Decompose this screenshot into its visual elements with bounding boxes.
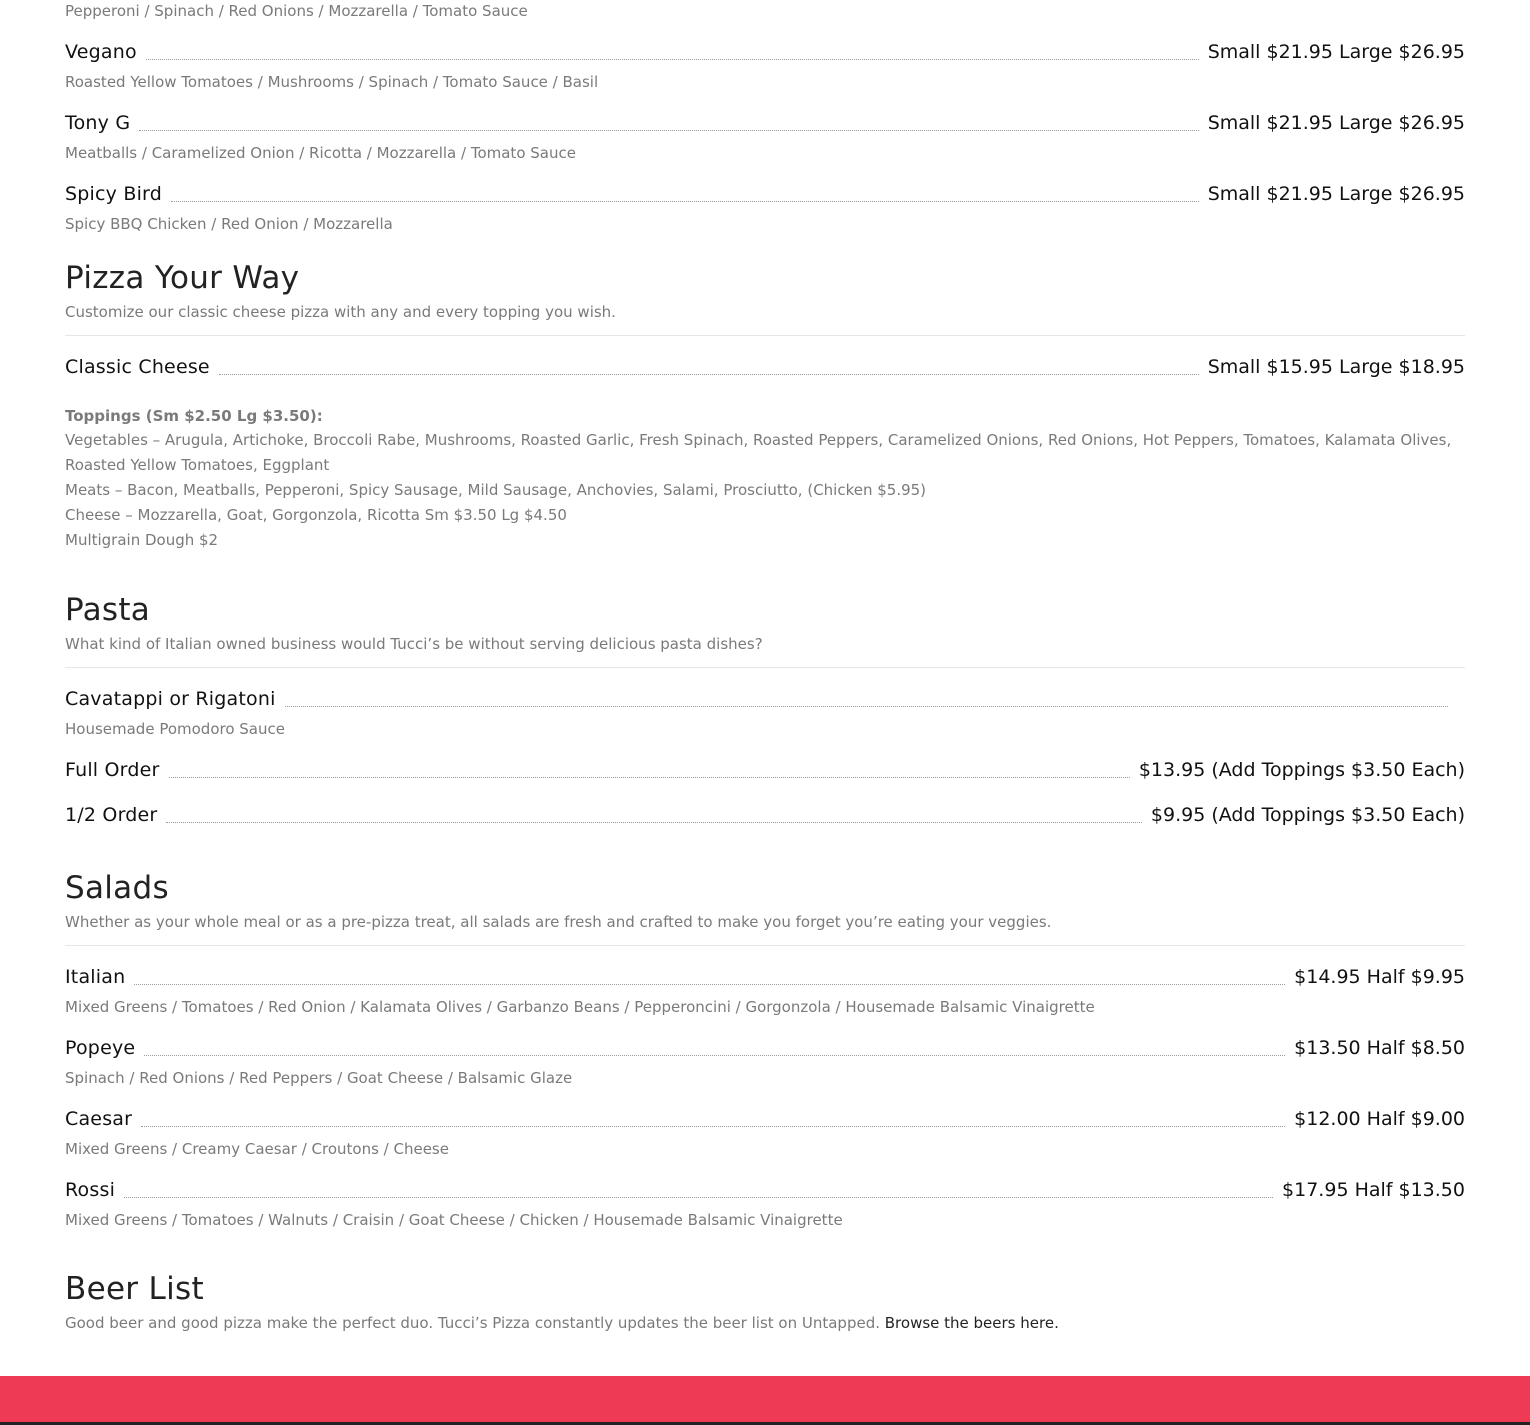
menu-item-full-order — [65, 756, 1465, 784]
item-price: $17.95 Half $13.50 — [1282, 1179, 1465, 1201]
toppings-cheese: Cheese – Mozzarella, Goat, Gorgonzola, Ricotta Sm $3.50 Lg $4.50 — [65, 506, 567, 524]
item-name: Tony G — [65, 112, 131, 134]
menu-item-classic-cheese — [65, 353, 1465, 381]
item-description: Spicy BBQ Chicken / Red Onion / Mozzarella — [65, 215, 393, 233]
menu-item-caesar — [65, 1105, 1465, 1133]
section-subtitle: What kind of Italian owned business would Tucci’s be without serving delicious pasta dishes? — [65, 635, 763, 653]
item-description: Mixed Greens / Tomatoes / Red Onion / Kalamata Olives / Garbanzo Beans / Pepperoncini / Gorgonzola / Housemade Balsamic Vinaigrette — [65, 998, 1095, 1016]
section-title-beer-list: Beer List — [65, 1271, 204, 1307]
toppings-heading: Toppings (Sm $2.50 Lg $3.50): — [65, 407, 323, 425]
section-subtitle: Customize our classic cheese pizza with any and every topping you wish. — [65, 303, 616, 321]
toppings-dough: Multigrain Dough $2 — [65, 531, 219, 549]
item-name: Cavatappi or Rigatoni — [65, 688, 276, 710]
menu-item-italian — [65, 963, 1465, 991]
section-divider — [65, 335, 1465, 336]
item-description: Mixed Greens / Creamy Caesar / Croutons / Cheese — [65, 1140, 449, 1158]
section-divider — [65, 667, 1465, 668]
item-price: Small $21.95 Large $26.95 — [1207, 112, 1465, 134]
item-description: Meatballs / Caramelized Onion / Ricotta / Mozzarella / Tomato Sauce — [65, 144, 576, 162]
item-description: Mixed Greens / Tomatoes / Walnuts / Craisin / Goat Cheese / Chicken / Housemade Balsamic Vinaigrette — [65, 1211, 843, 1229]
item-description: Housemade Pomodoro Sauce — [65, 720, 285, 738]
section-title-pizza-your-way: Pizza Your Way — [65, 260, 300, 296]
item-description: Spinach / Red Onions / Red Peppers / Goat Cheese / Balsamic Glaze — [65, 1069, 573, 1087]
dot-leader — [166, 821, 1141, 823]
section-divider — [65, 945, 1465, 946]
item-price: $14.95 Half $9.95 — [1294, 966, 1465, 988]
item-description: Roasted Yellow Tomatoes / Mushrooms / Spinach / Tomato Sauce / Basil — [65, 73, 599, 91]
dot-leader — [134, 983, 1285, 985]
item-name: Popeye — [65, 1037, 136, 1059]
menu-item-spicy-bird — [65, 180, 1465, 208]
menu-item-tony-g — [65, 109, 1465, 137]
item-price: $13.50 Half $8.50 — [1294, 1037, 1465, 1059]
section-title-salads: Salads — [65, 870, 169, 906]
dot-leader — [144, 1054, 1285, 1056]
dot-leader — [146, 58, 1199, 60]
dot-leader — [139, 129, 1198, 131]
dot-leader — [169, 776, 1130, 778]
item-name: Caesar — [65, 1108, 133, 1130]
item-name: Full Order — [65, 759, 160, 781]
beer-text: Good beer and good pizza make the perfect duo. Tucci’s Pizza constantly updates the beer list on Untapped. — [65, 1314, 885, 1332]
item-price: Small $21.95 Large $26.95 — [1207, 183, 1465, 205]
menu-item-half-order — [65, 801, 1465, 829]
browse-beers-link[interactable]: Browse the beers here. — [884, 1314, 1059, 1332]
menu-item-vegano — [65, 38, 1465, 66]
item-name: 1/2 Order — [65, 804, 158, 826]
item-price: Small $21.95 Large $26.95 — [1207, 41, 1465, 63]
section-subtitle: Whether as your whole meal or as a pre-pizza treat, all salads are fresh and crafted to make you forget you’re eating your veggies. — [65, 913, 1052, 931]
beer-description — [65, 1313, 1059, 1333]
item-price: $9.95 (Add Toppings $3.50 Each) — [1150, 804, 1465, 826]
item-price: Small $15.95 Large $18.95 — [1207, 356, 1465, 378]
item-description: Pepperoni / Spinach / Red Onions / Mozzarella / Tomato Sauce — [65, 2, 528, 20]
menu-item-rossi — [65, 1176, 1465, 1204]
item-name: Classic Cheese — [65, 356, 210, 378]
dot-leader — [171, 200, 1199, 202]
toppings-meats: Meats – Bacon, Meatballs, Pepperoni, Spicy Sausage, Mild Sausage, Anchovies, Salami, Prosciutto, (Chicken $5.95) — [65, 481, 927, 499]
item-price: $12.00 Half $9.00 — [1294, 1108, 1465, 1130]
dot-leader — [141, 1125, 1285, 1127]
item-name: Spicy Bird — [65, 183, 162, 205]
dot-leader — [124, 1196, 1273, 1198]
toppings-vegetables: Vegetables – Arugula, Artichoke, Broccoli Rabe, Mushrooms, Roasted Garlic, Fresh Spinach, Roasted Peppers, Caramelized Onions, Red Onions, Hot Peppers, Tomatoes, Kalamata Olives, Roasted Yellow Tomatoes, Eggplant — [65, 431, 1452, 474]
item-name: Rossi — [65, 1179, 116, 1201]
dot-leader — [285, 705, 1448, 707]
section-title-pasta: Pasta — [65, 592, 151, 628]
item-name: Italian — [65, 966, 126, 988]
item-name: Vegano — [65, 41, 137, 63]
dot-leader — [219, 373, 1199, 375]
footer-bar — [0, 1376, 1530, 1425]
item-price: $13.95 (Add Toppings $3.50 Each) — [1138, 759, 1465, 781]
menu-item-cavatappi — [65, 685, 1457, 713]
menu-item-popeye — [65, 1034, 1465, 1062]
